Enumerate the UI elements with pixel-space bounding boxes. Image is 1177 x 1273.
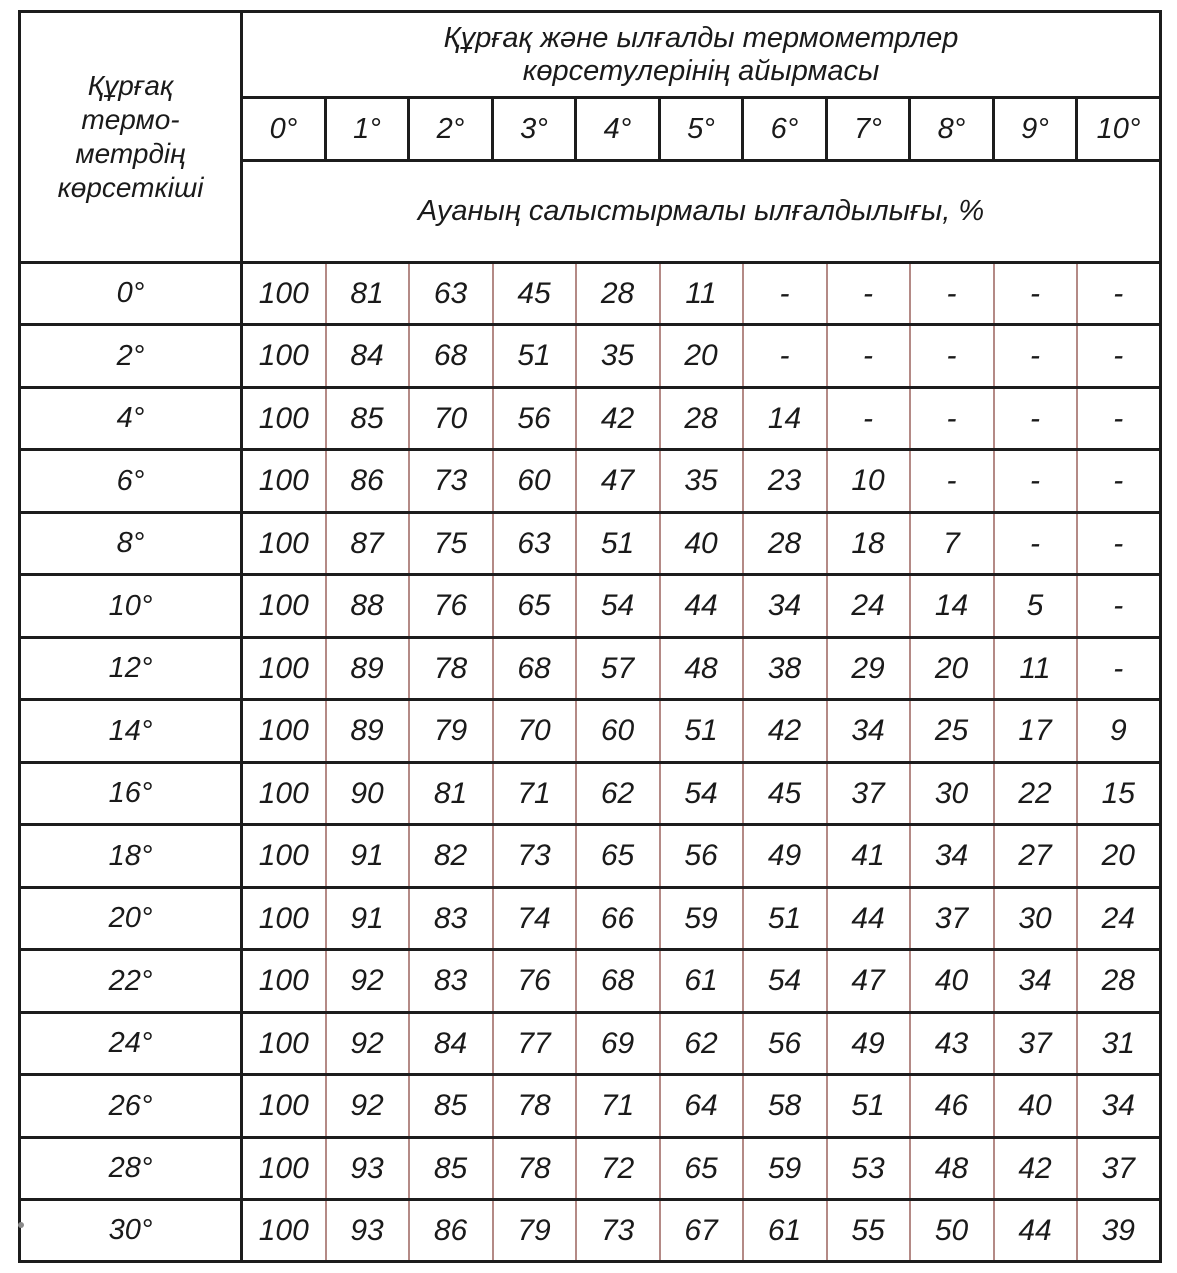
humidity-cell: 34 bbox=[910, 825, 994, 888]
humidity-cell: 30 bbox=[994, 888, 1077, 950]
humidity-cell: 9 bbox=[1077, 700, 1161, 763]
humidity-cell: 20 bbox=[1077, 825, 1161, 888]
humidity-cell: 71 bbox=[576, 1075, 660, 1138]
humidity-cell: 92 bbox=[326, 1013, 409, 1075]
humidity-cell: 14 bbox=[910, 575, 994, 638]
humidity-cell: 85 bbox=[409, 1138, 493, 1200]
humidity-cell: 84 bbox=[326, 325, 409, 388]
humidity-cell: 31 bbox=[1077, 1013, 1161, 1075]
table-row bbox=[20, 1013, 1161, 1075]
humidity-cell: 18 bbox=[827, 513, 910, 575]
humidity-cell: 51 bbox=[743, 888, 827, 950]
humidity-cell: 71 bbox=[493, 763, 576, 825]
humidity-cell: 51 bbox=[660, 700, 743, 763]
humidity-cell: 56 bbox=[743, 1013, 827, 1075]
humidity-cell: 22 bbox=[994, 763, 1077, 825]
table-row bbox=[20, 1075, 1161, 1138]
humidity-cell: 37 bbox=[827, 763, 910, 825]
humidity-cell: 100 bbox=[242, 513, 326, 575]
row-temperature-label: 10° bbox=[20, 575, 242, 638]
humidity-cell: 88 bbox=[326, 575, 409, 638]
humidity-cell: 100 bbox=[242, 825, 326, 888]
humidity-cell: - bbox=[994, 325, 1077, 388]
humidity-cell: 56 bbox=[493, 388, 576, 450]
humidity-cell: - bbox=[743, 325, 827, 388]
humidity-cell: 20 bbox=[660, 325, 743, 388]
humidity-cell: 89 bbox=[326, 700, 409, 763]
humidity-cell: 47 bbox=[576, 450, 660, 513]
humidity-cell: 58 bbox=[743, 1075, 827, 1138]
table-row bbox=[20, 388, 1161, 450]
humidity-cell: 37 bbox=[910, 888, 994, 950]
table-row bbox=[20, 825, 1161, 888]
row-temperature-label: 16° bbox=[20, 763, 242, 825]
humidity-cell: - bbox=[994, 450, 1077, 513]
row-temperature-label: 12° bbox=[20, 638, 242, 700]
table-row bbox=[20, 513, 1161, 575]
humidity-cell: 20 bbox=[910, 638, 994, 700]
table-row bbox=[20, 700, 1161, 763]
humidity-cell: 54 bbox=[576, 575, 660, 638]
humidity-cell: 100 bbox=[242, 388, 326, 450]
humidity-cell: 34 bbox=[743, 575, 827, 638]
humidity-cell: 65 bbox=[660, 1138, 743, 1200]
psychrometric-table-container bbox=[18, 10, 1159, 1263]
humidity-cell: - bbox=[910, 325, 994, 388]
humidity-cell: - bbox=[994, 513, 1077, 575]
humidity-cell: 68 bbox=[409, 325, 493, 388]
humidity-cell: 68 bbox=[576, 950, 660, 1013]
table-row bbox=[20, 763, 1161, 825]
humidity-cell: - bbox=[1077, 388, 1161, 450]
humidity-cell: 25 bbox=[910, 700, 994, 763]
humidity-cell: 43 bbox=[910, 1013, 994, 1075]
humidity-cell: 62 bbox=[660, 1013, 743, 1075]
humidity-cell: 54 bbox=[743, 950, 827, 1013]
humidity-cell: 28 bbox=[576, 263, 660, 325]
humidity-cell: - bbox=[827, 388, 910, 450]
humidity-cell: - bbox=[827, 263, 910, 325]
humidity-cell: 37 bbox=[994, 1013, 1077, 1075]
humidity-cell: 86 bbox=[326, 450, 409, 513]
row-temperature-label: 18° bbox=[20, 825, 242, 888]
table-row bbox=[20, 1200, 1161, 1262]
humidity-cell: 39 bbox=[1077, 1200, 1161, 1262]
column-header-0: 0° bbox=[242, 98, 326, 161]
dry-thermometer-header-line-1: Құрғақ bbox=[87, 70, 174, 101]
humidity-cell: 72 bbox=[576, 1138, 660, 1200]
humidity-cell: 76 bbox=[409, 575, 493, 638]
column-header-3: 3° bbox=[493, 98, 576, 161]
humidity-cell: 61 bbox=[743, 1200, 827, 1262]
row-temperature-label: 20° bbox=[20, 888, 242, 950]
humidity-cell: 63 bbox=[409, 263, 493, 325]
dry-thermometer-header-line-2: термо- bbox=[81, 104, 180, 135]
humidity-cell: 48 bbox=[910, 1138, 994, 1200]
humidity-cell: 51 bbox=[576, 513, 660, 575]
humidity-cell: 79 bbox=[493, 1200, 576, 1262]
humidity-cell: 100 bbox=[242, 763, 326, 825]
humidity-cell: 42 bbox=[743, 700, 827, 763]
scan-speck bbox=[18, 1222, 24, 1228]
humidity-cell: 7 bbox=[910, 513, 994, 575]
humidity-cell: 85 bbox=[326, 388, 409, 450]
difference-title-line-2: көрсетулерінің айырмасы bbox=[522, 54, 880, 87]
humidity-cell: 14 bbox=[743, 388, 827, 450]
humidity-cell: 34 bbox=[1077, 1075, 1161, 1138]
humidity-cell: 60 bbox=[493, 450, 576, 513]
humidity-cell: 100 bbox=[242, 575, 326, 638]
humidity-cell: 42 bbox=[576, 388, 660, 450]
humidity-cell: 74 bbox=[493, 888, 576, 950]
column-header-1: 1° bbox=[326, 98, 409, 161]
humidity-cell: - bbox=[827, 325, 910, 388]
humidity-cell: 24 bbox=[1077, 888, 1161, 950]
column-header-9: 9° bbox=[994, 98, 1077, 161]
table-row bbox=[20, 950, 1161, 1013]
humidity-cell: 92 bbox=[326, 950, 409, 1013]
humidity-cell: 34 bbox=[827, 700, 910, 763]
humidity-cell: 49 bbox=[743, 825, 827, 888]
humidity-cell: 40 bbox=[910, 950, 994, 1013]
humidity-cell: - bbox=[1077, 638, 1161, 700]
humidity-cell: 15 bbox=[1077, 763, 1161, 825]
humidity-cell: 70 bbox=[493, 700, 576, 763]
humidity-cell: 54 bbox=[660, 763, 743, 825]
humidity-cell: 70 bbox=[409, 388, 493, 450]
humidity-cell: - bbox=[1077, 325, 1161, 388]
humidity-cell: 61 bbox=[660, 950, 743, 1013]
column-header-4: 4° bbox=[576, 98, 660, 161]
humidity-cell: 73 bbox=[493, 825, 576, 888]
humidity-cell: 29 bbox=[827, 638, 910, 700]
humidity-cell: - bbox=[910, 450, 994, 513]
humidity-cell: 100 bbox=[242, 1013, 326, 1075]
humidity-cell: 41 bbox=[827, 825, 910, 888]
humidity-cell: 67 bbox=[660, 1200, 743, 1262]
humidity-cell: 93 bbox=[326, 1138, 409, 1200]
table-row bbox=[20, 888, 1161, 950]
humidity-cell: 100 bbox=[242, 638, 326, 700]
humidity-cell: - bbox=[743, 263, 827, 325]
humidity-cell: 100 bbox=[242, 1138, 326, 1200]
humidity-cell: 30 bbox=[910, 763, 994, 825]
row-temperature-label: 8° bbox=[20, 513, 242, 575]
column-header-5: 5° bbox=[660, 98, 743, 161]
humidity-cell: 78 bbox=[493, 1075, 576, 1138]
humidity-cell: 78 bbox=[493, 1138, 576, 1200]
humidity-cell: 78 bbox=[409, 638, 493, 700]
humidity-cell: 51 bbox=[493, 325, 576, 388]
humidity-cell: 60 bbox=[576, 700, 660, 763]
dry-thermometer-header-line-4: көрсеткіші bbox=[57, 172, 204, 203]
humidity-cell: 50 bbox=[910, 1200, 994, 1262]
humidity-cell: 100 bbox=[242, 450, 326, 513]
row-temperature-label: 4° bbox=[20, 388, 242, 450]
humidity-cell: 100 bbox=[242, 325, 326, 388]
humidity-cell: 75 bbox=[409, 513, 493, 575]
relative-humidity-subtitle: Ауаның салыстырмалы ылғалдылығы, % bbox=[242, 161, 1161, 263]
difference-title-line-1: Құрғақ және ылғалды термометрлер bbox=[443, 21, 959, 54]
humidity-cell: 56 bbox=[660, 825, 743, 888]
humidity-cell: 73 bbox=[409, 450, 493, 513]
humidity-cell: 66 bbox=[576, 888, 660, 950]
humidity-cell: 28 bbox=[1077, 950, 1161, 1013]
humidity-cell: - bbox=[994, 388, 1077, 450]
humidity-cell: - bbox=[1077, 513, 1161, 575]
table-row bbox=[20, 1138, 1161, 1200]
column-header-8: 8° bbox=[910, 98, 994, 161]
humidity-cell: 62 bbox=[576, 763, 660, 825]
humidity-cell: 90 bbox=[326, 763, 409, 825]
table-row bbox=[20, 575, 1161, 638]
humidity-cell: 65 bbox=[493, 575, 576, 638]
column-header-7: 7° bbox=[827, 98, 910, 161]
humidity-cell: 38 bbox=[743, 638, 827, 700]
row-temperature-label: 22° bbox=[20, 950, 242, 1013]
humidity-cell: 34 bbox=[994, 950, 1077, 1013]
humidity-cell: 83 bbox=[409, 888, 493, 950]
humidity-cell: 81 bbox=[326, 263, 409, 325]
humidity-cell: 28 bbox=[743, 513, 827, 575]
humidity-cell: 73 bbox=[576, 1200, 660, 1262]
humidity-cell: 35 bbox=[660, 450, 743, 513]
humidity-cell: 46 bbox=[910, 1075, 994, 1138]
humidity-cell: 45 bbox=[493, 263, 576, 325]
humidity-cell: 48 bbox=[660, 638, 743, 700]
humidity-cell: - bbox=[1077, 575, 1161, 638]
dry-thermometer-header-line-3: метрдің bbox=[75, 138, 186, 169]
row-temperature-label: 14° bbox=[20, 700, 242, 763]
row-temperature-label: 2° bbox=[20, 325, 242, 388]
humidity-cell: 82 bbox=[409, 825, 493, 888]
humidity-cell: 24 bbox=[827, 575, 910, 638]
dry-thermometer-header bbox=[20, 12, 242, 263]
humidity-cell: 49 bbox=[827, 1013, 910, 1075]
humidity-cell: 10 bbox=[827, 450, 910, 513]
humidity-cell: 55 bbox=[827, 1200, 910, 1262]
row-temperature-label: 6° bbox=[20, 450, 242, 513]
humidity-cell: 100 bbox=[242, 888, 326, 950]
difference-title bbox=[242, 12, 1161, 98]
humidity-cell: 69 bbox=[576, 1013, 660, 1075]
humidity-cell: 11 bbox=[660, 263, 743, 325]
row-temperature-label: 0° bbox=[20, 263, 242, 325]
table-row bbox=[20, 638, 1161, 700]
humidity-cell: 64 bbox=[660, 1075, 743, 1138]
humidity-cell: 89 bbox=[326, 638, 409, 700]
humidity-cell: 47 bbox=[827, 950, 910, 1013]
humidity-cell: 79 bbox=[409, 700, 493, 763]
psychrometric-table bbox=[18, 10, 1162, 1263]
humidity-cell: 91 bbox=[326, 825, 409, 888]
table-row bbox=[20, 450, 1161, 513]
table-row bbox=[20, 263, 1161, 325]
row-temperature-label: 28° bbox=[20, 1138, 242, 1200]
humidity-cell: 40 bbox=[660, 513, 743, 575]
humidity-cell: 84 bbox=[409, 1013, 493, 1075]
humidity-cell: 76 bbox=[493, 950, 576, 1013]
humidity-cell: 17 bbox=[994, 700, 1077, 763]
humidity-cell: 65 bbox=[576, 825, 660, 888]
humidity-cell: 51 bbox=[827, 1075, 910, 1138]
humidity-cell: 44 bbox=[994, 1200, 1077, 1262]
humidity-cell: 93 bbox=[326, 1200, 409, 1262]
humidity-cell: 53 bbox=[827, 1138, 910, 1200]
humidity-cell: 28 bbox=[660, 388, 743, 450]
humidity-cell: 81 bbox=[409, 763, 493, 825]
row-temperature-label: 26° bbox=[20, 1075, 242, 1138]
humidity-cell: 40 bbox=[994, 1075, 1077, 1138]
humidity-cell: 100 bbox=[242, 700, 326, 763]
humidity-cell: 86 bbox=[409, 1200, 493, 1262]
humidity-cell: 100 bbox=[242, 263, 326, 325]
humidity-cell: 87 bbox=[326, 513, 409, 575]
humidity-cell: 100 bbox=[242, 950, 326, 1013]
humidity-cell: 11 bbox=[994, 638, 1077, 700]
table-row bbox=[20, 325, 1161, 388]
humidity-cell: - bbox=[1077, 450, 1161, 513]
row-temperature-label: 30° bbox=[20, 1200, 242, 1262]
humidity-cell: 100 bbox=[242, 1075, 326, 1138]
humidity-cell: 35 bbox=[576, 325, 660, 388]
humidity-cell: 59 bbox=[743, 1138, 827, 1200]
humidity-cell: 77 bbox=[493, 1013, 576, 1075]
humidity-cell: - bbox=[910, 388, 994, 450]
column-header-6: 6° bbox=[743, 98, 827, 161]
column-header-2: 2° bbox=[409, 98, 493, 161]
humidity-cell: - bbox=[994, 263, 1077, 325]
humidity-cell: 91 bbox=[326, 888, 409, 950]
humidity-cell: 85 bbox=[409, 1075, 493, 1138]
humidity-cell: 44 bbox=[660, 575, 743, 638]
humidity-cell: 57 bbox=[576, 638, 660, 700]
humidity-cell: 92 bbox=[326, 1075, 409, 1138]
column-header-10: 10° bbox=[1077, 98, 1161, 161]
humidity-cell: - bbox=[1077, 263, 1161, 325]
humidity-cell: 27 bbox=[994, 825, 1077, 888]
humidity-cell: 42 bbox=[994, 1138, 1077, 1200]
humidity-cell: 37 bbox=[1077, 1138, 1161, 1200]
humidity-cell: 68 bbox=[493, 638, 576, 700]
humidity-cell: 45 bbox=[743, 763, 827, 825]
humidity-cell: 44 bbox=[827, 888, 910, 950]
humidity-cell: 59 bbox=[660, 888, 743, 950]
row-temperature-label: 24° bbox=[20, 1013, 242, 1075]
humidity-cell: - bbox=[910, 263, 994, 325]
humidity-cell: 83 bbox=[409, 950, 493, 1013]
humidity-cell: 5 bbox=[994, 575, 1077, 638]
humidity-cell: 63 bbox=[493, 513, 576, 575]
humidity-cell: 100 bbox=[242, 1200, 326, 1262]
humidity-cell: 23 bbox=[743, 450, 827, 513]
